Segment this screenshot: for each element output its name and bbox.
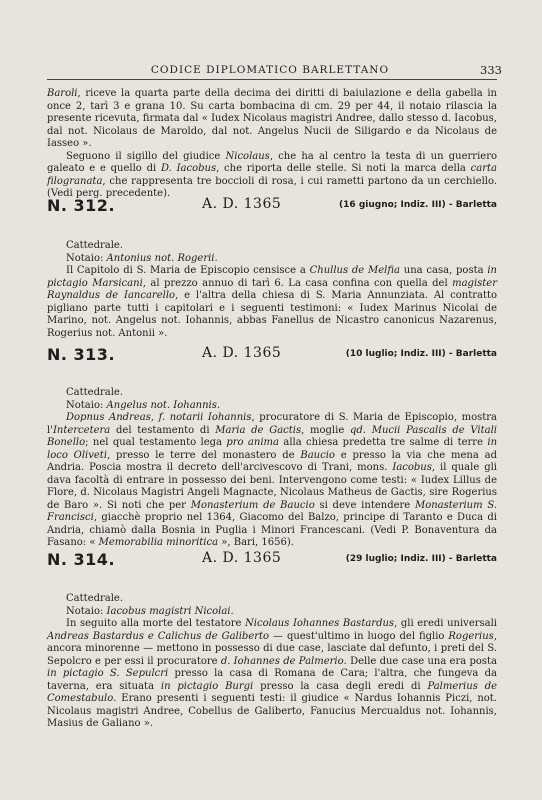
text-run: presso la casa di Romana de Cara; l'altra, che fungeva da taverna, era situata [47, 668, 497, 692]
text-run: del testamento di [110, 424, 216, 436]
text-run: alla chiesa predetta tre salme di terre [278, 437, 488, 448]
document-entry-314 [47, 593, 497, 731]
text-run: , che rappresenta tre boccioli di rosa, i cui rametti partono da un cerchiello. (Vedi perg. precedente). [47, 175, 497, 199]
italic-text-run: Angelus not. Iohannis. [106, 399, 221, 411]
text-run: , che ha al centro la testa di un guerriero galeato e e quello di [47, 150, 497, 174]
document-date: (29 luglio; Indiz. III) - Barletta [345, 554, 497, 564]
text-run: e presso la via che mena ad Andria. Poscia mostra il decreto dell'arcivescovo di Trani, mons. [47, 449, 497, 473]
text-run: ; nel qual testamento lega [85, 437, 227, 448]
text-run: , il quale gli dava facoltà di entrare in possesso dei beni. Intervengono come testi: « Iudex Lillus de Flore, d. Nicolaus Magistri Angeli Magnacte, Nicolaus Matheus de Gactis, sire Rogerius de Baro ». Si noti che per [47, 462, 497, 511]
archive-line: Cattedrale. [66, 240, 124, 251]
document-summary [47, 618, 497, 731]
italic-text-run: d. Iohannes de Palmerio [220, 655, 344, 667]
archive-line: Cattedrale. [66, 387, 124, 398]
text-run: , ancora minorenne — mettono in possesso di due case, lasciate dal defunto, i preti del S. Sepolcro e per essi il procuratore [47, 630, 497, 667]
italic-text-run: Chullus de Melfia [309, 265, 400, 276]
document-number: N. 314. [47, 550, 116, 569]
text-run: , e l'altra della chiesa di S. Maria Annunziata. Al contratto pigliano parte tutti i capitolari e i seguenti testimoni: « Iudex Marinus Nicolai de Marino, not. Angelus not. Iohannis, abbas Fanellus de Nicastro canonicus Nazarenus, Rogerius not. Antonii ». [47, 290, 498, 339]
text-run: , presso le terre del monastero de [107, 449, 301, 461]
text-run: Notaio: [66, 252, 107, 264]
italic-text-run: Antonius not. Rogerii. [106, 252, 218, 264]
text-run: . Erano presenti i seguenti testi: il giudice « Nardus Iohannis Piczi, not. Nicolaus magistri Andree, Cobellus de Galiberto, Fanucius Mercualdus not. Iohannis, Masius de Galiano ». [47, 693, 497, 729]
italic-text-run: in loco Oliveti [47, 437, 498, 461]
italic-text-run: Iacobus [392, 462, 432, 473]
italic-text-run: Rogerius [448, 630, 494, 642]
text-run: , gli eredi universali [394, 618, 498, 629]
document-date: (10 luglio; Indiz. III) - Barletta [345, 349, 497, 359]
text-run: Notaio: [66, 399, 107, 411]
notary-line [47, 400, 497, 413]
document-year: A. D. 1365 [202, 196, 282, 212]
italic-text-run: Dopnus Andreas, f. notarii Iohannis [66, 412, 252, 423]
text-run: — quest'ultimo in luogo del figlio [269, 630, 449, 642]
italic-text-run: Palmerius de Comestabulo [47, 680, 498, 704]
italic-text-run: Andreas Bastardus e Calichus de Galiberto [47, 630, 270, 642]
italic-text-run: Memorabilia minoritica [98, 537, 219, 548]
italic-text-run: Nicolaus Iohannes Bastardus [245, 618, 395, 629]
italic-text-run: Monasterium S. Francisci [47, 499, 498, 523]
italic-text-run: qd. Mucii Pascalis de Vitali Bonello [47, 424, 497, 448]
italic-text-run: Iacobus magistri Nicolai. [106, 605, 234, 617]
document-entry-313 [47, 387, 497, 550]
text-run: presso la casa degli eredi di [253, 680, 428, 692]
italic-text-run: in pictagio Marsicani [47, 265, 497, 289]
text-run: , che riporta delle stelle. Si noti la marca della [216, 163, 471, 174]
text-run: , procuratore di S. Maria de Episcopio, mostra l' [47, 412, 498, 436]
notary-line [47, 253, 497, 266]
italic-text-run: D. Iacobus [160, 163, 217, 174]
italic-text-run: Nicolaus [225, 150, 270, 162]
italic-text-run: carta filogranata [47, 163, 497, 187]
running-header-title: CODICE DIPLOMATICO BARLETTANO [150, 64, 390, 76]
text-run: , riceve la quarta parte della decima dei diritti di baiulazione e della gabella in once 2, tarì 3 e grana 10. Su carta bombacina di cm. 29 per 44, il notaio rilascia la presente ricevuta, firmata dal « Iudex Nicolaus magistri Andree, dallo stesso d. Iacobus, dal not. Nicolaus de Maroldo, dal not. Angelus Nucii de Siligardo e da Nicolaus de Iasseo ». [47, 88, 497, 149]
italic-text-run: Maria de Gactis [215, 424, 302, 436]
text-run: Notaio: [66, 605, 107, 617]
text-run: si deve intendere [314, 499, 415, 511]
continuation-section [47, 88, 497, 201]
seal-paragraph [47, 151, 497, 201]
text-run: , giacchè proprio nel 1364, Giacomo del Balzo, principe di Taranto e Duca di Andria, chiamò dalla Bosnia in Puglia i Minori Francescani. (Vedi P. Bonaventura da Fasano: « [47, 512, 497, 548]
text-run: . Delle due case una era posta [343, 655, 497, 667]
italic-text-run: magister Raynaldus de Iancarello [47, 277, 497, 301]
italic-text-run: Baroli [47, 88, 78, 99]
page-number: 333 [480, 63, 502, 77]
header-divider [47, 79, 497, 80]
document-summary [47, 265, 497, 340]
text-run: , al prezzo annuo di tarì 6. La casa confina con quella del [142, 277, 453, 289]
document-date: (16 giugno; Indiz. III) - Barletta [339, 200, 497, 210]
document-number: N. 313. [47, 345, 116, 364]
document-heading-312 [47, 196, 497, 218]
document-entry-312 [47, 240, 497, 340]
text-run: In seguito alla morte del testatore [66, 618, 246, 629]
notary-line [47, 606, 497, 619]
text-run: Il Capitolo di S. Maria de Episcopio censisce a [66, 265, 310, 276]
italic-text-run: Baucio [300, 449, 335, 461]
text-run: », Bari, 1656). [218, 537, 294, 548]
document-heading-313 [47, 345, 497, 367]
document-year: A. D. 1365 [202, 550, 282, 566]
archive-line: Cattedrale. [66, 593, 124, 604]
document-summary [47, 412, 497, 550]
italic-text-run: Intercetera [52, 424, 111, 436]
text-run: una casa, posta [400, 265, 488, 276]
continuation-paragraph [47, 88, 497, 151]
italic-text-run: in pictagio S. Sepulcri [47, 668, 169, 679]
text-run: , moglie [301, 424, 350, 436]
document-number: N. 312. [47, 196, 116, 215]
italic-text-run: pro anima [226, 437, 279, 448]
italic-text-run: Monasterium de Baucio [190, 499, 315, 511]
text-run: Seguono il sigillo del giudice [66, 150, 226, 162]
document-year: A. D. 1365 [202, 345, 282, 361]
document-heading-314 [47, 550, 497, 572]
italic-text-run: in pictagio Burgi [160, 680, 254, 692]
